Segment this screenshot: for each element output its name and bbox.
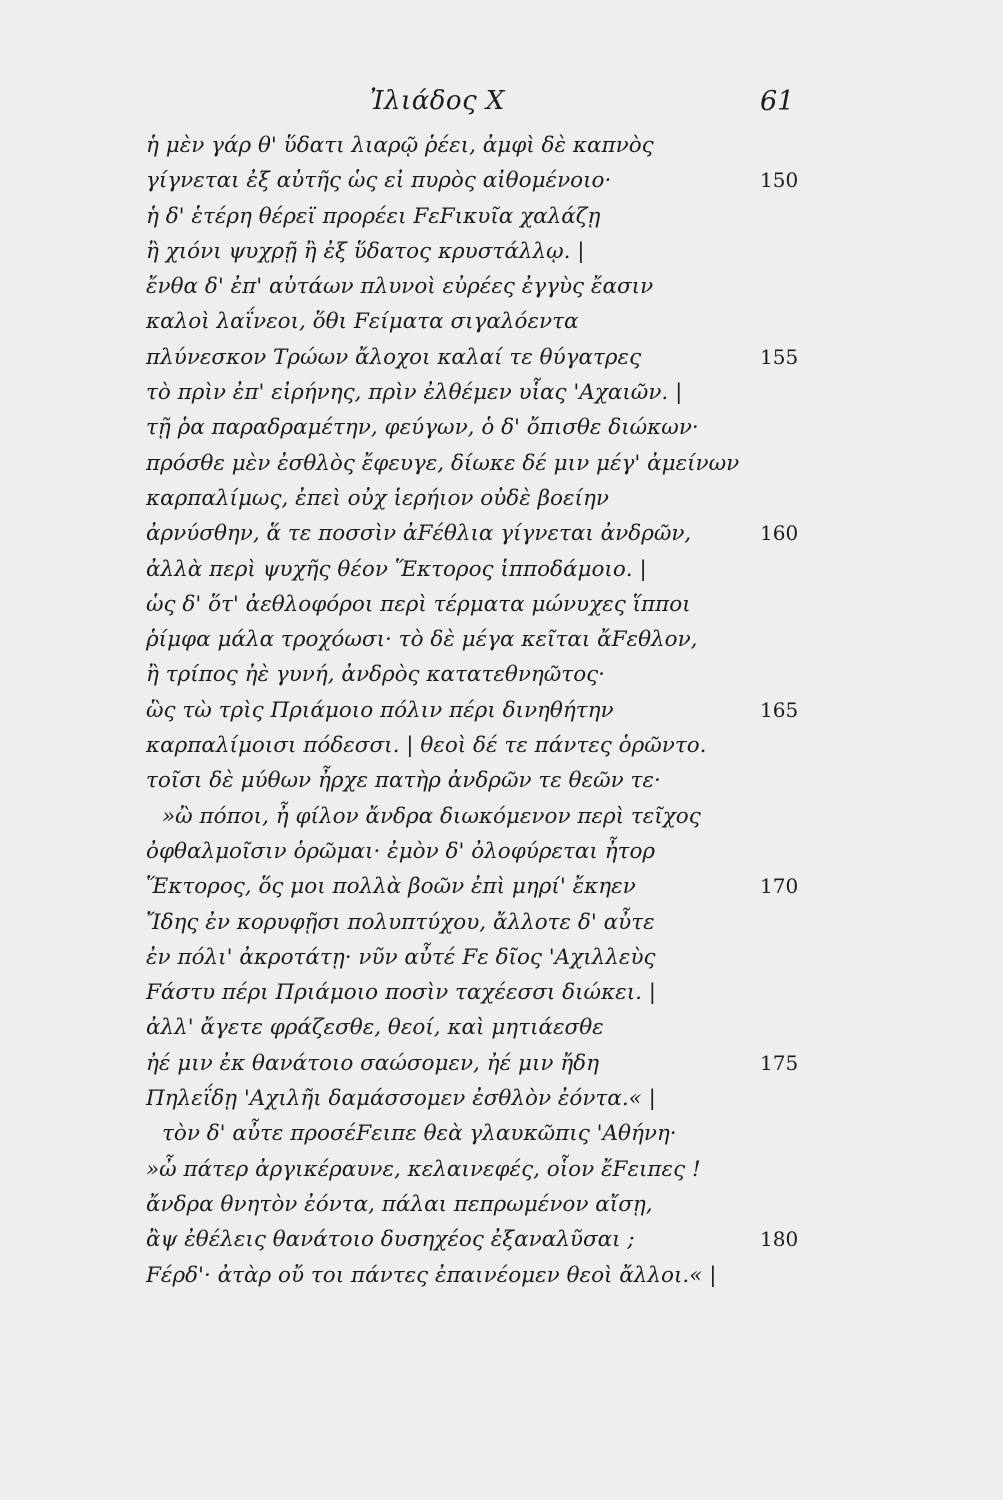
line-number: 170	[760, 874, 799, 899]
verse-text: ὀφθαλμοῖσιν ὁρῶμαι· ἐμὸν δ' ὀλοφύρεται ἦτορ	[146, 838, 656, 864]
verse-text: ἀλλ' ἄγετε φράζεσθε, θεοί, καὶ μητιάεσθε	[146, 1015, 604, 1041]
verse-line	[0, 163, 1003, 198]
verse-line	[0, 552, 1003, 587]
verse-text: ἡ δ' ἑτέρη θέρεϊ προρέει FεFικυῖα χαλάζῃ	[146, 203, 601, 229]
verse-line	[0, 622, 1003, 657]
verse-text: ἠέ μιν ἐκ θανάτοιο σαώσομεν, ἠέ μιν ἤδη	[146, 1050, 599, 1076]
verse-line	[0, 1187, 1003, 1222]
verse-line	[0, 1081, 1003, 1116]
verse-text: ἡ μὲν γάρ θ' ὕδατι λιαρῷ ῥέει, ἀμφὶ δὲ καπνὸς	[146, 133, 654, 158]
verse-text: Πηλεΐδῃ 'Αχιλῆι δαμάσσομεν ἐσθλὸν ἐόντα.« |	[146, 1086, 656, 1112]
verse-line	[0, 1046, 1003, 1081]
verse-line	[0, 340, 1003, 375]
line-number: 175	[760, 1050, 799, 1075]
verse-line	[0, 516, 1003, 551]
verse-line	[0, 940, 1003, 975]
verse-line	[0, 1222, 1003, 1257]
verse-text: »ὦ πάτερ ἀργικέραυνε, κελαινεφές, οἷον ἔFειπες !	[146, 1156, 701, 1182]
verse-text: ἢ χιόνι ψυχρῇ ἢ ἐξ ὕδατος κρυστάλλῳ. |	[146, 238, 585, 264]
verse-text: Ἕκτορος, ὅς μοι πολλὰ βοῶν ἐπὶ μηρί' ἔκηεν	[146, 874, 636, 900]
verse-text: ῥίμφα μάλα τροχόωσι· τὸ δὲ μέγα κεῖται ἄFεθλον,	[146, 627, 698, 653]
verse-line	[0, 269, 1003, 304]
verse-line	[0, 1116, 1003, 1151]
verse-line	[0, 446, 1003, 481]
verse-line	[0, 975, 1003, 1010]
verse-line	[0, 799, 1003, 834]
verse-line	[0, 763, 1003, 798]
verse-line	[0, 869, 1003, 904]
line-number: 155	[760, 344, 799, 369]
verse-block	[0, 128, 1003, 1293]
verse-line	[0, 693, 1003, 728]
verse-line	[0, 657, 1003, 692]
verse-text: ἔνθα δ' ἐπ' αὐτάων πλυνοὶ εὐρέες ἐγγὺς ἔασιν	[146, 274, 654, 300]
verse-line	[0, 375, 1003, 410]
page-number: 61	[760, 86, 795, 117]
line-number: 180	[760, 1227, 799, 1252]
verse-line	[0, 410, 1003, 445]
verse-line	[0, 1010, 1003, 1045]
verse-text: τοῖσι δὲ μύθων ἦρχε πατὴρ ἀνδρῶν τε θεῶν τε·	[146, 768, 661, 794]
verse-text: ἄνδρα θνητὸν ἐόντα, πάλαι πεπρωμένον αἴσῃ,	[146, 1191, 653, 1217]
verse-text: τὸν δ' αὖτε προσέFειπε θεὰ γλαυκῶπις 'Αθήνη·	[162, 1121, 677, 1147]
verse-text: πρόσθε μὲν ἐσθλὸς ἔφευγε, δίωκε δέ μιν μέγ' ἀμείνων	[146, 450, 740, 476]
verse-line	[0, 728, 1003, 763]
line-number: 165	[760, 697, 799, 722]
verse-line	[0, 587, 1003, 622]
line-number: 160	[760, 521, 799, 546]
verse-text: ἐν πόλι' ἀκροτάτῃ· νῦν αὖτέ Fε δῖος 'Αχιλλεὺς	[146, 944, 656, 970]
verse-line	[0, 199, 1003, 234]
verse-text: καρπαλίμοισι πόδεσσι. | θεοὶ δέ τε πάντες ὁρῶντο.	[146, 733, 707, 759]
verse-text: Fέρδ'· ἀτὰρ οὔ τοι πάντες ἐπαινέομεν θεοὶ ἄλλοι.« |	[146, 1262, 717, 1288]
verse-line	[0, 234, 1003, 269]
verse-text: γίγνεται ἐξ αὐτῆς ὡς εἰ πυρὸς αἰθομένοιο·	[146, 168, 612, 194]
verse-line	[0, 905, 1003, 940]
verse-text: πλύνεσκον Τρώων ἄλοχοι καλαί τε θύγατρες	[146, 344, 642, 370]
running-head: Ἰλιάδος Χ	[370, 86, 505, 116]
verse-line	[0, 128, 1003, 163]
verse-text: τῇ ῥα παραδραμέτην, φεύγων, ὁ δ' ὄπισθε διώκων·	[146, 415, 699, 441]
verse-text: ἂψ ἐθέλεις θανάτοιο δυσηχέος ἐξαναλῦσαι ;	[146, 1227, 635, 1253]
verse-text: τὸ πρὶν ἐπ' εἰρήνης, πρὶν ἐλθέμεν υἷας 'Αχαιῶν. |	[146, 380, 683, 406]
verse-text: Fάστυ πέρι Πριάμοιο ποσὶν ταχέεσσι διώκει. |	[146, 980, 657, 1006]
verse-text: ὡς δ' ὅτ' ἀεθλοφόροι περὶ τέρματα μώνυχες ἵπποι	[146, 591, 691, 617]
verse-line	[0, 834, 1003, 869]
line-number: 150	[760, 168, 799, 193]
verse-text: ὣς τὼ τρὶς Πριάμοιο πόλιν πέρι δινηθήτην	[146, 697, 614, 723]
verse-text: καλοὶ λαΐνεοι, ὅθι Fείματα σιγαλόεντα	[146, 309, 579, 335]
verse-text: »ὢ πόποι, ἦ φίλον ἄνδρα διωκόμενον περὶ τεῖχος	[162, 803, 701, 829]
verse-line	[0, 1258, 1003, 1293]
verse-line	[0, 481, 1003, 516]
verse-text: Ἴδης ἐν κορυφῇσι πολυπτύχου, ἄλλοτε δ' αὖτε	[146, 909, 655, 935]
verse-line	[0, 304, 1003, 339]
verse-text: ἀλλὰ περὶ ψυχῆς θέον Ἕκτορος ἱπποδάμοιο. |	[146, 556, 647, 582]
verse-text: καρπαλίμως, ἐπεὶ οὐχ ἱερήιον οὐδὲ βοείην	[146, 485, 609, 511]
verse-text: ἀρνύσθην, ἅ τε ποσσὶν ἀFέθλια γίγνεται ἀνδρῶν,	[146, 521, 692, 547]
page-header	[0, 86, 1003, 126]
verse-line	[0, 1152, 1003, 1187]
verse-text: ἢ τρίπος ἠὲ γυνή, ἀνδρὸς κατατεθνηῶτος·	[146, 662, 606, 688]
